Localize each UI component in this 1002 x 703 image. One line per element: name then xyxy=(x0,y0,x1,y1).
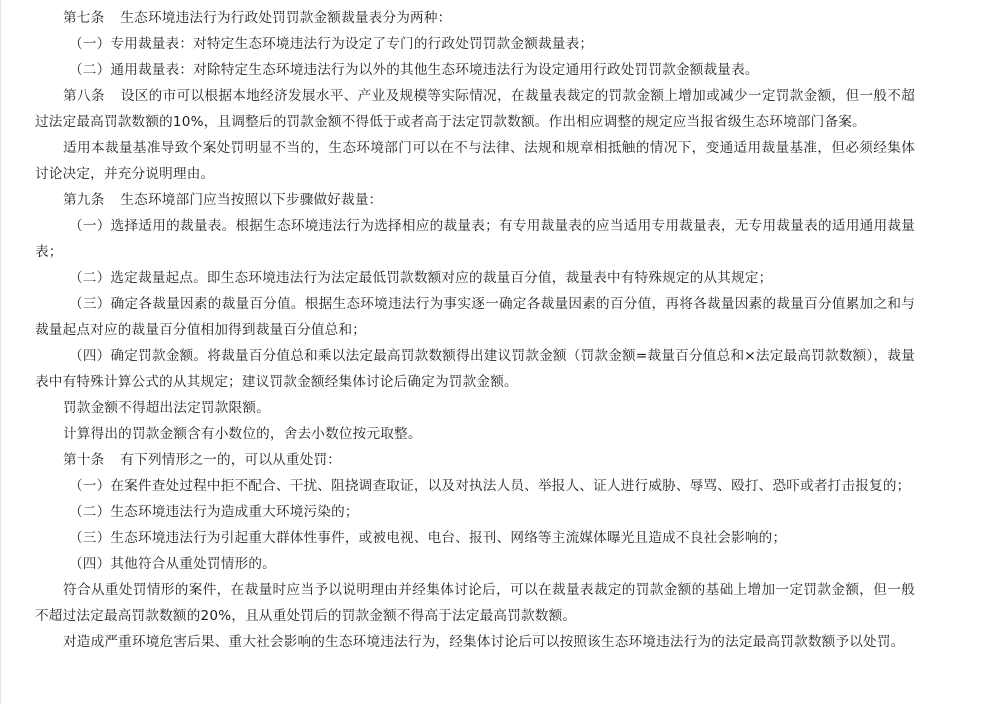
paragraph xyxy=(35,395,915,421)
paragraph-article-10 xyxy=(35,447,915,473)
paragraph-text: 有下列情形之一的，可以从重处罚： xyxy=(120,452,342,468)
paragraph-text: （二）选定裁量起点。即生态环境违法行为法定最低罚款数额对应的裁量百分值，裁量表中有特殊规定的从其规定； xyxy=(69,270,773,286)
paragraph xyxy=(35,551,915,577)
article-number: 第九条 xyxy=(63,192,105,208)
paragraph-text: 生态环境违法行为行政处罚罚款金额裁量表分为两种： xyxy=(120,10,452,26)
paragraph-text: 对造成严重环境危害后果、重大社会影响的生态环境违法行为，经集体讨论后可以按照该生态环境违法行为的法定最高罚款数额予以处罚。 xyxy=(63,634,905,650)
article-number: 第七条 xyxy=(63,10,105,26)
paragraph-text: （一）选择适用的裁量表。根据生态环境违法行为选择相应的裁量表；有专用裁量表的应当适用专用裁量表，无专用裁量表的适用通用裁量表； xyxy=(35,218,915,260)
paragraph-text: （三）生态环境违法行为引起重大群体性事件，或被电视、电台、报刊、网络等主流媒体曝光且造成不良社会影响的； xyxy=(69,530,787,546)
paragraph xyxy=(35,57,915,83)
article-number: 第十条 xyxy=(63,452,105,468)
paragraph xyxy=(35,291,915,343)
paragraph-text: 生态环境部门应当按照以下步骤做好裁量： xyxy=(120,192,383,208)
document-body xyxy=(35,0,915,655)
paragraph-text: （四）其他符合从重处罚情形的。 xyxy=(69,556,276,572)
paragraph xyxy=(35,265,915,291)
paragraph-text: 罚款金额不得超出法定罚款限额。 xyxy=(63,400,270,416)
paragraph xyxy=(35,421,915,447)
paragraph-text: 设区的市可以根据本地经济发展水平、产业及规模等实际情况，在裁量表裁定的罚款金额上增加或减少一定罚款金额，但一般不超过法定最高罚款数额的10%，且调整后的罚款金额不得低于或者高于法定罚款数额。作出相应调整的规定应当报省级生态环境部门备案。 xyxy=(35,88,915,130)
paragraph-text: （一）专用裁量表：对特定生态环境违法行为设定了专门的行政处罚罚款金额裁量表； xyxy=(69,36,594,52)
paragraph xyxy=(35,525,915,551)
paragraph-article-7 xyxy=(35,5,915,31)
paragraph-article-8 xyxy=(35,83,915,135)
paragraph xyxy=(35,577,915,629)
paragraph xyxy=(35,473,915,499)
paragraph xyxy=(35,629,915,655)
paragraph xyxy=(35,343,915,395)
paragraph-text: （二）生态环境违法行为造成重大环境污染的； xyxy=(69,504,359,520)
paragraph-text: （四）确定罚款金额。将裁量百分值总和乘以法定最高罚款数额得出建议罚款金额（罚款金额=裁量百分值总和×法定最高罚款数额），裁量表中有特殊计算公式的从其规定；建议罚款金额经集体讨论后确定为罚款金额。 xyxy=(35,348,915,390)
paragraph-text: 计算得出的罚款金额含有小数位的，舍去小数位按元取整。 xyxy=(63,426,422,442)
paragraph-text: （一）在案件查处过程中拒不配合、干扰、阻挠调查取证，以及对执法人员、举报人、证人进行威胁、辱骂、殴打、恐吓或者打击报复的； xyxy=(69,478,911,494)
paragraph-text: 适用本裁量基准导致个案处罚明显不当的，生态环境部门可以在不与法律、法规和规章相抵触的情况下，变通适用裁量基准，但必须经集体讨论决定，并充分说明理由。 xyxy=(35,140,915,182)
paragraph xyxy=(35,31,915,57)
paragraph-text: （二）通用裁量表：对除特定生态环境违法行为以外的其他生态环境违法行为设定通用行政处罚罚款金额裁量表。 xyxy=(69,62,759,78)
article-number: 第八条 xyxy=(63,88,105,104)
paragraph xyxy=(35,499,915,525)
paragraph xyxy=(35,213,915,265)
paragraph xyxy=(35,135,915,187)
paragraph-text: 符合从重处罚情形的案件，在裁量时应当予以说明理由并经集体讨论后，可以在裁量表裁定的罚款金额的基础上增加一定罚款金额，但一般不超过法定最高罚款数额的20%，且从重处罚后的罚款金额不得高于法定最高罚款数额。 xyxy=(35,582,915,624)
paragraph-text: （三）确定各裁量因素的裁量百分值。根据生态环境违法行为事实逐一确定各裁量因素的百分值，再将各裁量因素的裁量百分值累加之和与裁量起点对应的裁量百分值相加得到裁量百分值总和； xyxy=(35,296,915,338)
paragraph-article-9 xyxy=(35,187,915,213)
